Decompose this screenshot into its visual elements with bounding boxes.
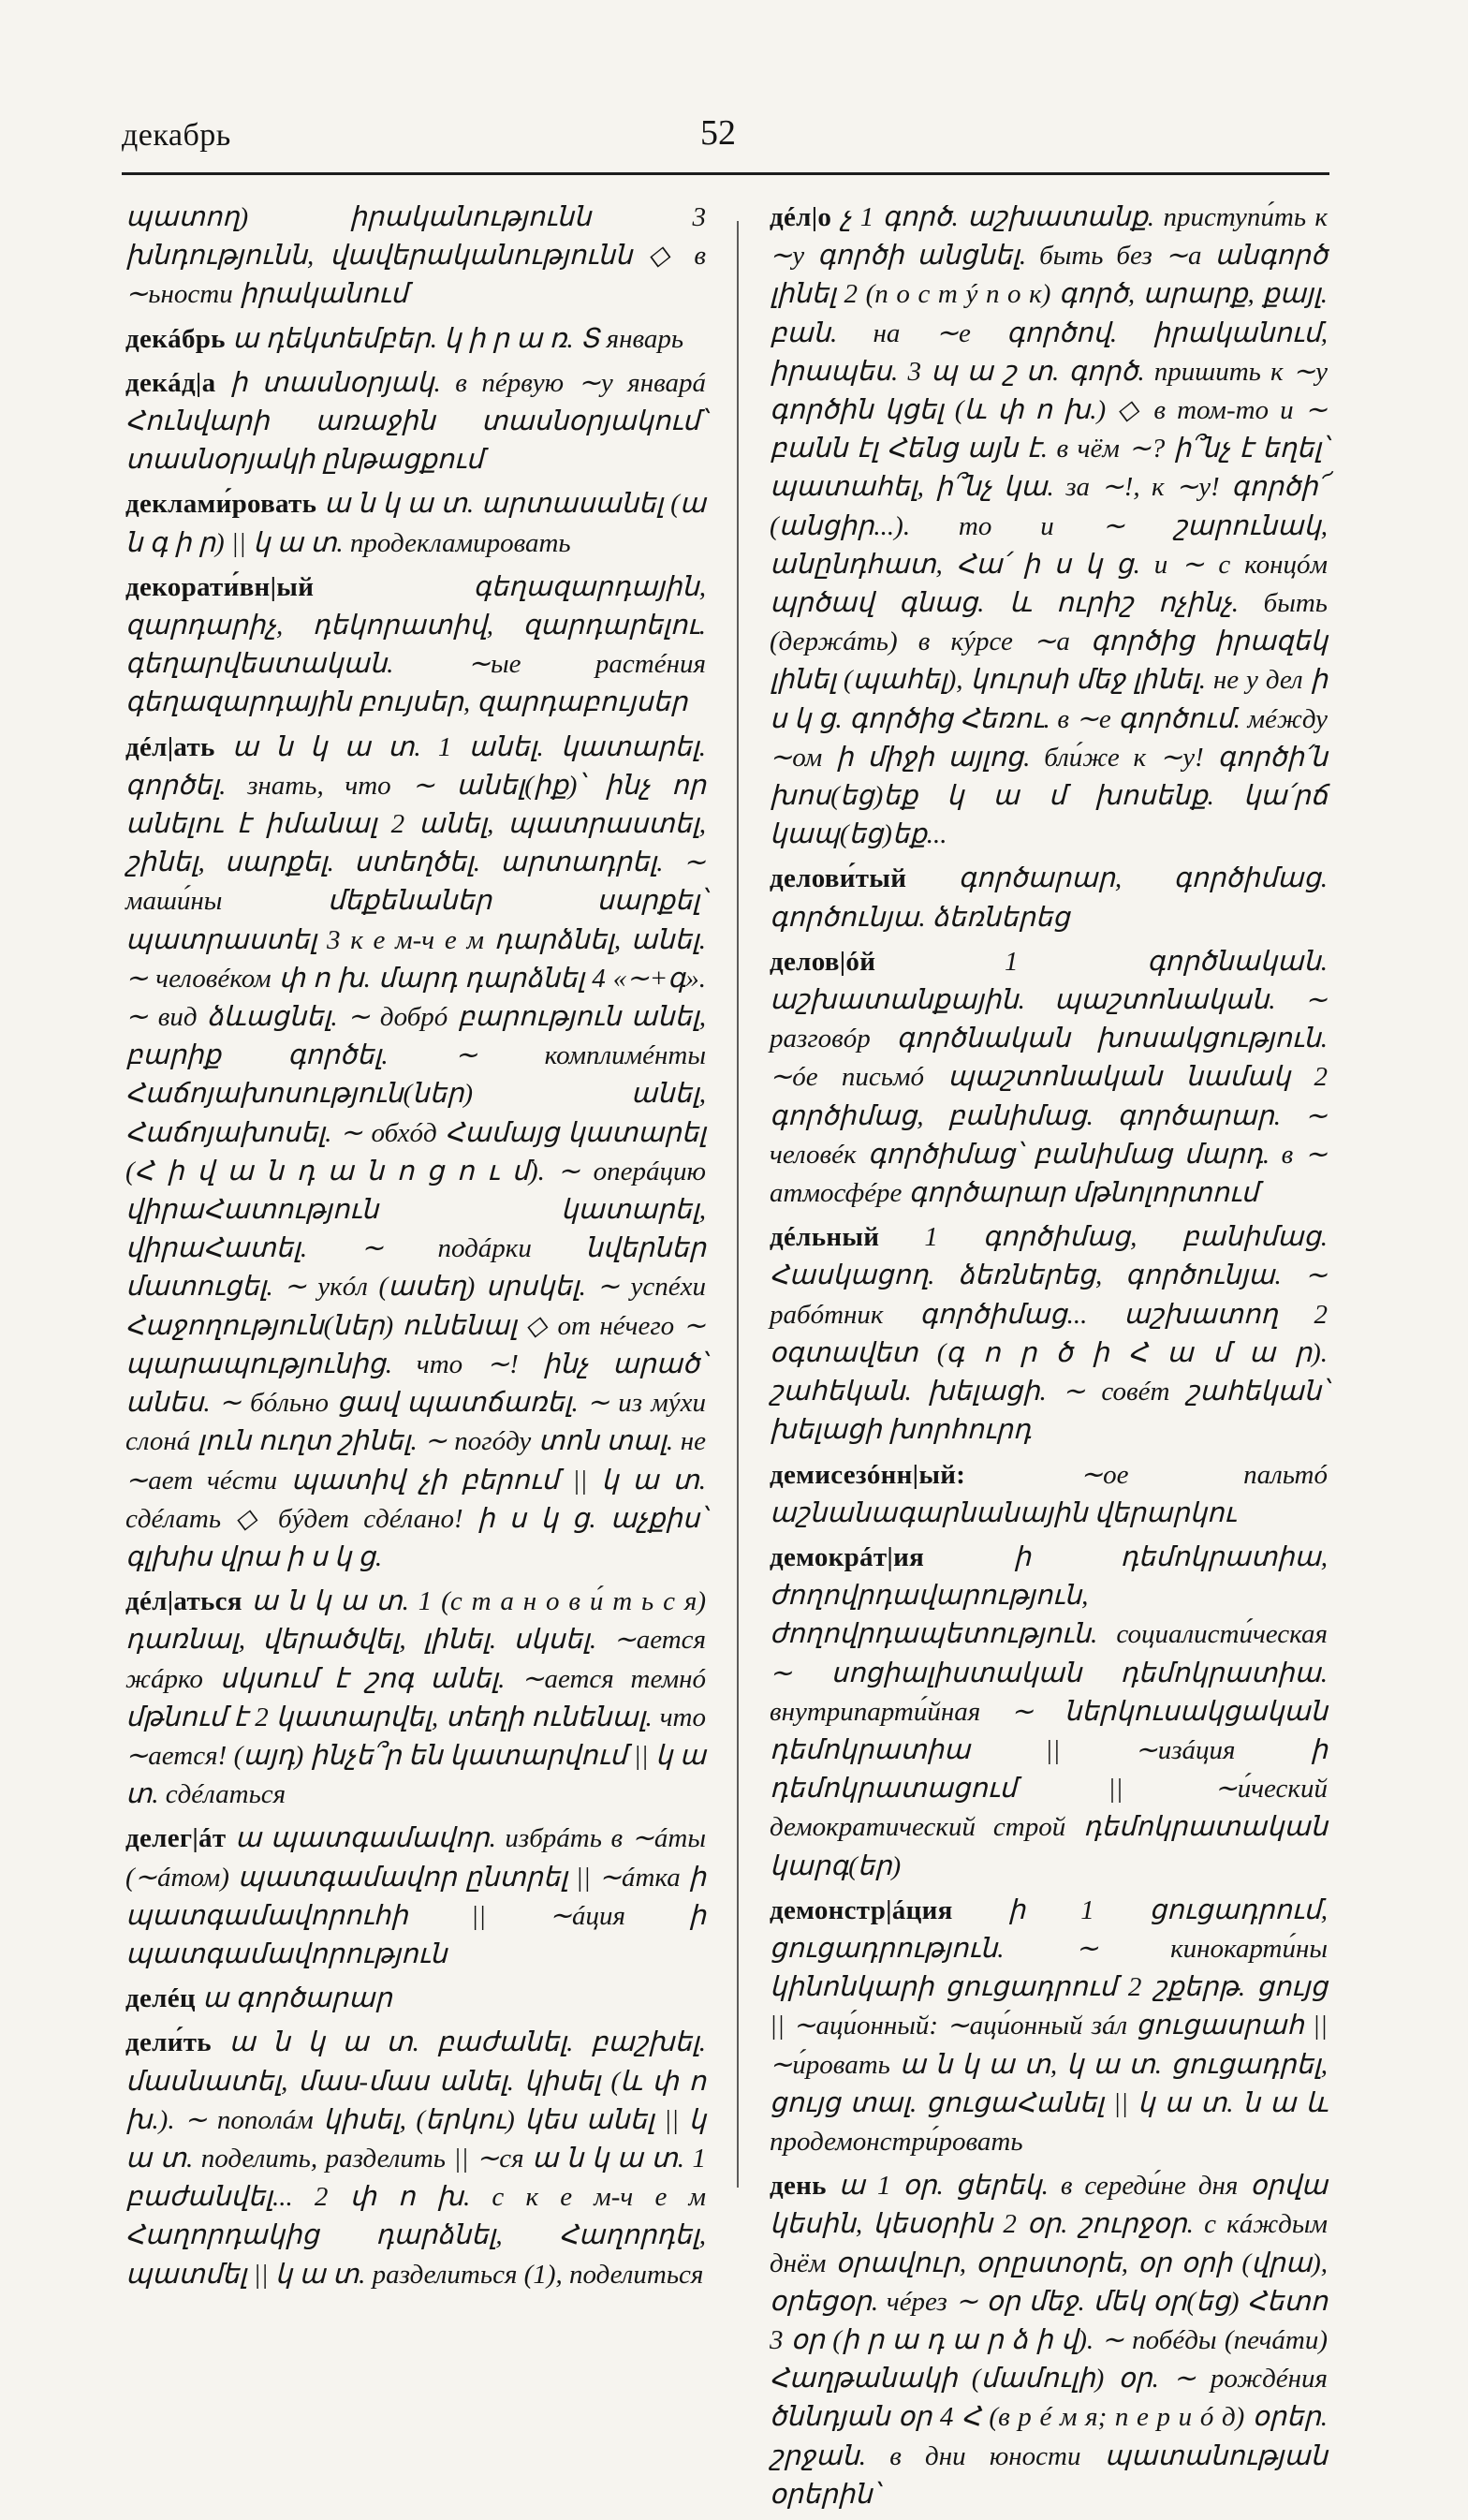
entry-text: ա ն կ ա տ. արտասանել (ա ն գ ի ր) || կ ա տ. продекламировать bbox=[125, 489, 706, 558]
page-header bbox=[122, 112, 1329, 169]
entry-headword: дéл|аться bbox=[125, 1586, 242, 1617]
entry-headword: декáбрь bbox=[125, 323, 226, 354]
entry-headword: делов|óй bbox=[770, 946, 876, 977]
column-divider bbox=[737, 221, 739, 2188]
entry-text: 1 գործիմաց, բանիմաց. Հասկացող. ձեռներեց, գործունյա. ∼ рабóтник գործիմաց... աշխատող 2 օգտավետ (գ ո ր ծ ի Հ ա մ ա ր). շահեկան. խելացի. ∼ совéт շահեկան՝ խելացի խորհուրդ bbox=[770, 1222, 1328, 1446]
entry-headword: декáд|а bbox=[125, 367, 216, 398]
entry-text: ա դեկտեմբեր. կ ի ր ա ռ. Տ январь bbox=[232, 323, 684, 354]
entry-text: ա ն կ ա տ. 1 անել. կատարել. գործել. знать, что ∼ անել(իք)՝ ինչ որ անելու է իմանալ 2 անել, պատրաստել, շինել, սարքել. ստեղծել. արտադրել. ∼ маши́ны մեքենաներ սարքել՝ պատրաստել 3 к е м-ч е м դարձնել, անել. ∼ человéком փ ո խ. մարդ դարձնել 4 «∼+գ». ∼ вид ձևացնել. ∼ добрó բարություն անել, բարիք գործել. ∼ комплимéнты Հաճոյախոսություն(ներ) անել, Հաճոյախոսել. ∼ обхóд Համայց կատարել (Հ ի վ ա ն դ ա ն ո ց ո ւ մ). ∼ оперáцию վիրաՀատություն կատարել, վիրաՀատել. ∼ подáрки նվերներ մատուցել. ∼ укóл (ասեղ) սրսկել. ∼ успéхи Հաջողություն(ներ) ունենալ ◇ от нéчего ∼ պարապությունից. что ∼! ինչ արած՝ անես. ∼ бóльно ցավ պատճառել. ∼ из мýхи слонá լուն ուղտ շինել. ∼ погóду տոն տալ. не ∼ает чéсти պատիվ չի բերում || կ ա տ. сдéлать ◇ бýдет сдéлано! ի ս կ ց. աչքիս՝ գլխիս վրա ի ս կ ց. bbox=[125, 731, 707, 1572]
entry-text: ա պատգամավոր. избрáть в ∼áты (∼áтом) պատգամավոր ընտրել || ∼áтка ի պատգամավորուհի || ∼áция ի պատգամավորություն bbox=[125, 1823, 707, 1969]
dictionary-entry bbox=[770, 1456, 1328, 1533]
header-rule bbox=[122, 172, 1329, 175]
dictionary-entry bbox=[770, 860, 1328, 936]
entry-headword: делови́тый bbox=[770, 863, 907, 894]
dictionary-entry bbox=[125, 729, 706, 1577]
entry-headword: дéл|ать bbox=[125, 731, 215, 762]
entry-headword: день bbox=[770, 2171, 827, 2202]
dictionary-entry bbox=[125, 1583, 706, 1814]
entry-headword: демисезóнн|ый: bbox=[770, 1459, 966, 1490]
entry-text: ա ն կ ա տ. 1 (с т а н о в и́ т ь с я) դառնալ, վերածվել, լինել. սկսել. ∼ается жáрко սկսում է շոգ անել. ∼ается темнó մթնում է 2 կատարվել, տեղի ունենալ. что ∼ается! (այդ) ինչե՞ր են կատարվում || կ ա տ. сдéлаться bbox=[125, 1586, 706, 1810]
dictionary-entry bbox=[125, 199, 706, 315]
entry-text: ∼ое пальтó աշնանագարնանային վերարկու bbox=[770, 1459, 1329, 1528]
entry-text: ա 1 օր. ցերեկ. в середи́не дня օրվա կեսին, կեսօրին 2 օր. շուրջօր. с кáждым днём օրավուր, օրըստօրե, օր օրի (վրա), օրեցօր. чéрез ∼ օր մեջ. մեկ օր(եց) Հետո 3 օր (ի ր ա դ ա ր ձ ի վ). ∼ побéды (печáти) Հաղթանակի (մամուլի) օր. ∼ рождéния ծննդյան օր 4 Հ (в р é м я; п е р и ó д) օրեր. շրջան. в дни юности պատանության օրերին՝ bbox=[770, 2171, 1329, 2510]
entry-headword: деклами́ровать bbox=[125, 489, 317, 520]
dictionary-entry bbox=[770, 943, 1328, 1213]
dictionary-entry bbox=[770, 1218, 1328, 1450]
entry-headword: дéльный bbox=[770, 1222, 880, 1253]
entry-headword: делег|áт bbox=[125, 1823, 227, 1854]
dictionary-entry bbox=[770, 1892, 1328, 2161]
dictionary-entry bbox=[770, 2167, 1328, 2514]
entry-headword: демокрáт|ия bbox=[770, 1541, 925, 1572]
dictionary-entry bbox=[125, 1820, 706, 1974]
entry-headword: делéц bbox=[125, 1983, 196, 2014]
entry-text: գեղազարդային, զարդարիչ, դեկորատիվ, զարդարելու. գեղարվեստական. ∼ые растéния գեղազարդային բույսեր, զարդաբույսեր bbox=[125, 571, 706, 718]
entry-text: ի դեմոկրատիա, ժողովրդավարություն, ժողովրդապետություն. социалисти́ческая ∼ սոցիալիստական դեմոկրատիա. внутрипарти́йная ∼ ներկուսակցական դեմոկրատիա || ∼изáция ի դեմոկրատացում || ∼и́ческий демократический строй դեմոկրատական կարգ(եր) bbox=[770, 1541, 1328, 1881]
entry-text: 1 գործնական. աշխատանքային. պաշտոնական. ∼ разговóр գործնական խոսակցություն. ∼óе письмó պաշտոնական նամակ 2 գործիմաց, բանիմաց. գործարար. ∼ человéк գործիմաց՝ բանիմաց մարդ. в ∼ атмосфéре գործարար մթնոլորտում bbox=[770, 946, 1328, 1209]
entry-text: ի 1 ցուցադրում, ցուցադրություն. ∼ кинокарти́ны կինոնկարի ցուցադրում 2 շքերթ. ցույց || ∼аци́онный: ∼аци́онный зáл ցուցասրահ || ∼и́ровать ա ն կ ա տ, կ ա տ. ցուցադրել, ցույց տալ. ցուցաՀանել || կ ա տ. ն ա և продемонстри́ровать bbox=[770, 1894, 1328, 2157]
left-column bbox=[125, 199, 706, 2300]
entry-headword: демонстр|áция bbox=[770, 1894, 953, 1925]
entry-headword: дели́ть bbox=[125, 2027, 212, 2058]
running-head: декабрь bbox=[122, 118, 231, 153]
entry-headword: дéл|о bbox=[770, 202, 832, 232]
right-column bbox=[770, 199, 1328, 2520]
entry-text: ի տասնօրյակ. в пéрвую ∼у январá Հունվարի առաջին տասնօրյակում՝ տասնօրյակի ընթացքում bbox=[125, 367, 706, 476]
dictionary-entry bbox=[770, 1539, 1328, 1886]
dictionary-entry bbox=[125, 485, 706, 562]
page-number: 52 bbox=[700, 113, 736, 153]
entry-text: չ 1 գործ. աշխատանք. приступи́ть к ∼у գործի անցնել. быть без ∼а անգործ լինել 2 (п о с т ý п о к) գործ, արարք, քայլ. բան. на ∼е գործով. իրականում, իրապես. 3 պ ա շ տ. գործ. пришить к ∼у գործին կցել (և փ ո խ.) ◇ в том-то и ∼ բանն էլ Հենց այն է. в чём ∼? ի՞նչ է եղել՝ պատահել, ի՞նչ կա. за ∼!, к ∼у! գործի՜ (անցիր...). то и ∼ շարունակ, անընդհատ, Հա՛ ի ս կ ց. и ∼ с концóм պրծավ գնաց. և ուրիշ ոչինչ. быть (держáть) в кýрсе ∼а գործից իրազեկ լինել (պահել), կուրսի մեջ լինել. не у дел ի ս կ ց. գործից Հեռու. в ∼е գործում. мéжду ∼ом ի միջի այլոց. бли́же к ∼у! գործի՛ն խոս(եց)եք կ ա մ խոսենք. կա՛րճ կապ(եց)եք... bbox=[770, 202, 1328, 850]
dictionary-entry bbox=[125, 568, 706, 723]
dictionary-entry bbox=[125, 364, 706, 480]
dictionary-entry bbox=[125, 2024, 706, 2293]
dictionary-entry bbox=[770, 199, 1328, 854]
dictionary-entry bbox=[125, 1980, 706, 2018]
entry-text: գործարար, գործիմաց. գործունյա. ձեռներեց bbox=[770, 863, 1328, 933]
dictionary-entry bbox=[125, 320, 706, 359]
entry-headword: декорати́вн|ый bbox=[125, 571, 315, 602]
entry-text: պատող) իրականությունն 3 խնդությունն, վավերականությունն ◇ в ∼ьности իրականում bbox=[125, 202, 706, 310]
entry-text: ա գործարար bbox=[202, 1983, 392, 2014]
entry-text: ա ն կ ա տ. բաժանել. բաշխել. մասնատել, մաս-մաս անել. կիսել (և փ ո խ.). ∼ пополáм կիսել, (երկու) կես անել || կ ա տ. поделить, разделить || ∼ся ա ն կ ա տ. 1 բաժանվել... 2 փ ո խ. с к е м-ч е м Հաղորդակից դարձնել, Հաղորդել, պատմել || կ ա տ. разделиться (1), поделиться bbox=[125, 2027, 707, 2290]
